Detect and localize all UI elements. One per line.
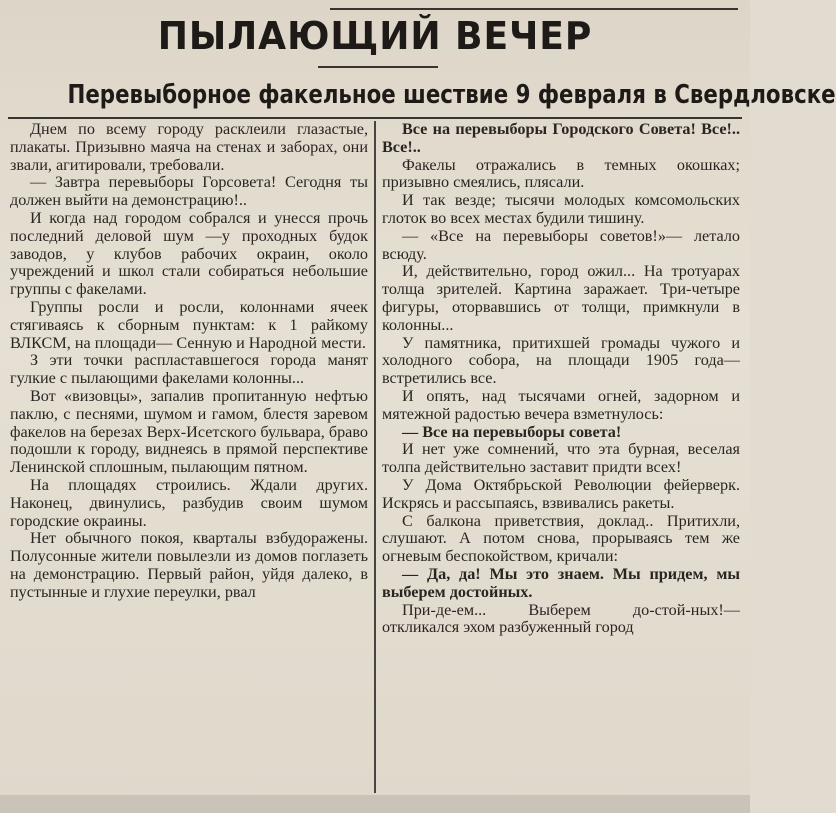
paragraph: И когда над городом собрался и унесся прочь последний деловой шум —у проходных будок заводов, у клубов рабочих окраин, около учреждений и школ стали собираться небольшие группы с факелами. [10, 208, 368, 299]
article-title: ПЫЛАЮЩИЙ ВЕЧЕР [157, 14, 593, 58]
article-subtitle: Перевыборное факельное шествие 9 февраля в Свердловске [67, 80, 836, 110]
bold-paragraph: Все на перевыборы Городского Совета! Все!.. Все!.. [382, 120, 740, 156]
paragraph: У Дома Октябрьской Революции фейерверк. Искрясь и рассыпаясь, взвивались ракеты. [382, 475, 740, 512]
paragraph: Днем по всему городу расклеили глазастые, плакаты. Призывно маяча на стенах и заборах, они звали, агитировали, требовали. [10, 120, 368, 174]
paragraph: У памятника, притихшей громады чужого и холодного собора, на площади 1905 года—встретились все. [382, 333, 740, 388]
paragraph: И так везде; тысячи молодых комсомольских глоток во всех местах будили тишину. [382, 191, 740, 227]
scan-edge [0, 795, 750, 813]
column-divider [374, 121, 376, 793]
paragraph: Вот «визовцы», запалив пропитанную нефтью паклю, с песнями, шумом и гамом, блестя заревом факелов на березах Верх-Исетского бульвара, браво подошли к городу, виднеясь в прямой перспективе Ленинской сплошным, пылающим пятном. [10, 386, 368, 477]
bold-paragraph: — Все на перевыборы совета! [402, 422, 622, 441]
paragraph: При-де-ем... Выберем до-стой-ных!— откликался эхом разбуженный город [382, 600, 740, 637]
paragraph: З эти точки распластавшегося города манят гулкие с пылающими факелами колонны... [10, 351, 368, 388]
paragraph: — «Все на перевыборы советов!»— летало всюду. [382, 226, 740, 263]
title-underline [318, 66, 438, 68]
subtitle-rule [8, 117, 742, 119]
top-rule [330, 8, 738, 10]
paragraph: Факелы отражались в темных окошках; призывно смеялись, плясали. [382, 155, 740, 192]
paragraph: На площадях строились. Ждали других. Наконец, двинулись, разбудив своим шумом городские окраины. [10, 475, 368, 530]
left-column [10, 121, 368, 602]
paragraph: И нет уже сомнений, что эта бурная, веселая толпа действительно заставит придти всех! [382, 440, 740, 477]
right-column [382, 121, 740, 637]
paragraph: — Завтра перевыборы Горсовета! Сегодня ты должен выйти на демонстрацию!.. [10, 173, 368, 210]
paragraph: И, действительно, город ожил... На тротуарах толща зрителей. Картина заражает. Три-четыре фигуры, оторвавшись от толщи, примкнули в колонны... [382, 262, 740, 334]
paragraph: Группы росли и росли, колоннами ячеек стягиваясь к сборным пунктам: к 1 райкому ВЛКСМ, на площади— Сенную и Народной мести. [10, 297, 368, 352]
paragraph: Нет обычного покоя, кварталы взбудоражены. Полусонные жители повылезли из домов поглазеть на демонстрацию. Первый район, уйдя далеко, в пустынные и глухие переулки, рвал [10, 529, 368, 601]
paragraph: И опять, над тысячами огней, задорном и мятежной радостью вечера взметнулось: [382, 386, 740, 423]
bold-paragraph: — Да, да! Мы это знаем. Мы придем, мы выберем достойных. [382, 564, 740, 601]
paragraph: С балкона приветствия, доклад.. Притихли, слушают. А потом снова, прорываясь тем же огневым беспокойством, кричали: [382, 511, 740, 566]
